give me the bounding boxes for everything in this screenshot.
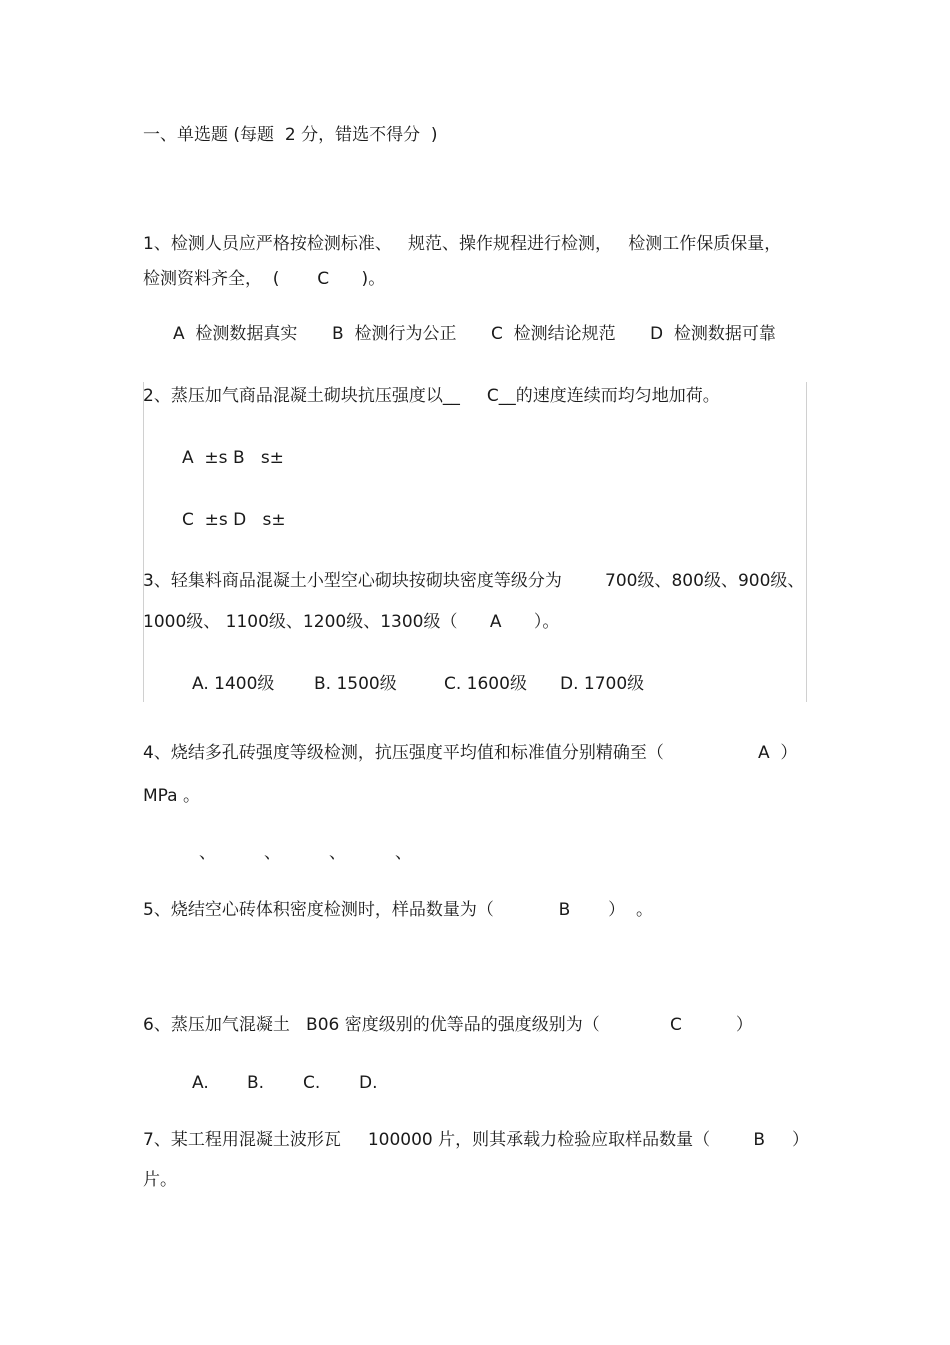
- question-1-option-a: A 检测数据真实: [173, 324, 298, 344]
- question-1-line-1: 1、检测人员应严格按检测标准、 规范、操作规程进行检测， 检测工作保质保量，: [143, 234, 782, 254]
- question-3-option-b: B. 1500级: [314, 674, 397, 694]
- question-1-line-2: 检测资料齐全， ( C )。: [143, 269, 386, 289]
- question-6-option-a: A.: [192, 1073, 209, 1093]
- section-title: 一、单选题 (每题 2 分，错选不得分 ): [143, 125, 438, 145]
- question-3-option-d: D. 1700级: [560, 674, 645, 694]
- question-6-line-1: 6、蒸压加气混凝土 B06 密度级别的优等品的强度级别为（ C ）: [143, 1015, 753, 1035]
- question-4-line-1: 4、烧结多孔砖强度等级检测，抗压强度平均值和标准值分别精确至（: [143, 743, 664, 763]
- question-6-option-d: D.: [359, 1073, 378, 1093]
- question-4-option-mark-3: 、: [329, 843, 346, 863]
- question-3-line-1: 3、轻集料商品混凝土小型空心砌块按砌块密度等级分为 700级、800级、900级、: [143, 571, 805, 591]
- question-3-option-c: C. 1600级: [444, 674, 527, 694]
- question-6-option-b: B.: [247, 1073, 265, 1093]
- question-7-line-1: 7、某工程用混凝土波形瓦 100000 片，则其承载力检验应取样品数量（ B ）: [143, 1130, 810, 1150]
- vertical-rule-left: [143, 382, 144, 702]
- question-6-option-c: C.: [303, 1073, 321, 1093]
- question-1-option-d: D 检测数据可靠: [650, 324, 776, 344]
- question-1-option-c: C 检测结论规范: [491, 324, 616, 344]
- question-5-line-1: 5、烧结空心砖体积密度检测时，样品数量为（ B ） 。: [143, 900, 653, 920]
- question-4-answer: A ）: [758, 743, 798, 763]
- vertical-rule-right: [806, 382, 807, 702]
- question-1-option-b: B 检测行为公正: [332, 324, 457, 344]
- question-4-option-mark-1: 、: [199, 843, 216, 863]
- question-3-line-2: 1000级、 1100级、1200级、1300级（ A ）。: [143, 612, 560, 632]
- question-2-line-1: 2、蒸压加气商品混凝土砌块抗压强度以__ C__的速度连续而均匀地加荷。: [143, 386, 720, 406]
- question-2-options-row-2: C ±s D s±: [182, 510, 286, 530]
- question-4-line-2: MPa 。: [143, 786, 200, 806]
- question-4-option-mark-2: 、: [264, 843, 281, 863]
- question-3-option-a: A. 1400级: [192, 674, 275, 694]
- question-7-line-2: 片。: [143, 1170, 177, 1190]
- question-4-option-mark-4: 、: [395, 843, 412, 863]
- question-2-options-row-1: A ±s B s±: [182, 448, 284, 468]
